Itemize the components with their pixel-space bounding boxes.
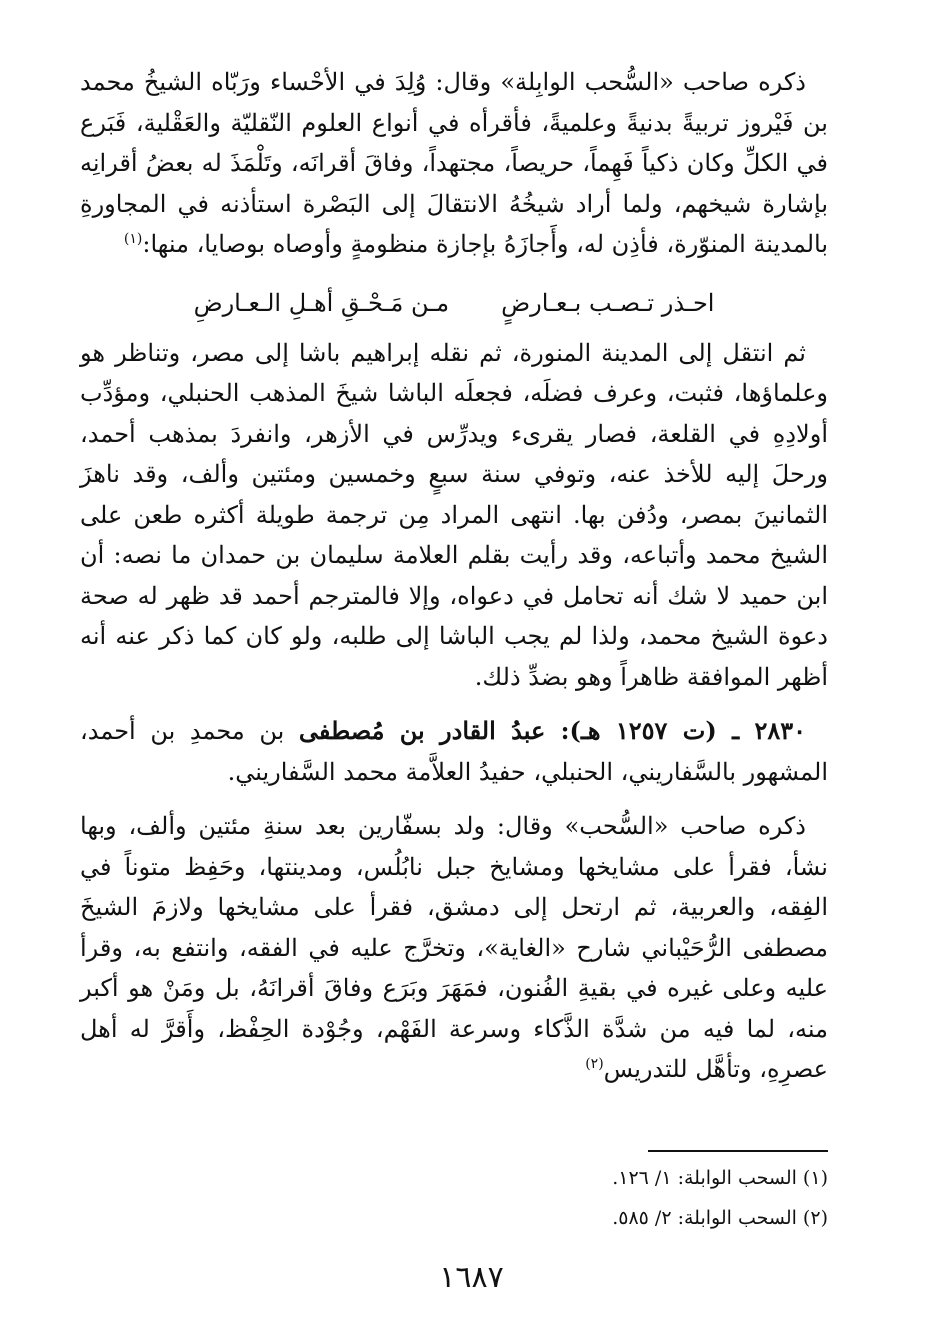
verse-second-hemistich: مـن مَـحْـقِ أهـلِ الـعـارضِ — [193, 288, 450, 317]
paragraph-3 — [80, 806, 828, 1090]
footnote-2: (٢) السحب الوابلة: ٢/ ٥٨٥. — [612, 1207, 828, 1229]
page-number: ١٦٨٧ — [439, 1260, 504, 1295]
paragraph-1 — [80, 62, 828, 265]
footnote-ref-1: (١) — [123, 231, 143, 247]
page-body — [80, 62, 828, 1090]
paragraph-2: ثم انتقل إلى المدينة المنورة، ثم نقله إبراهيم باشا إلى مصر، وتناظر هو وعلماؤها، فثبت، وعرف فضلَه، فجعلَه الباشا شيخَ المذهب الحنبلي، ومؤدِّب أولادِهِ في القلعة، فصار يقرىء ويدرِّس في الأزهر، وانفردَ بمذهب أحمد، ورحلَ إليه للأخذ عنه، وتوفي سنة سبعٍ وخمسين ومئتين وألف، وقد ناهزَ الثمانينَ بمصر، ودُفن بها. انتهى المراد مِن ترجمة طويلة أكثره طعن على الشيخ محمد وأتباعه، وقد رأيت بقلم العلامة سليمان بن حمدان ما نصه: أن ابن حميد لا شك أنه تحامل في دعواه، وإلا فالمترجم أحمد قد ظهر له صحة دعوة الشيخ محمد، ولذا لم يجب الباشا إلى طلبه، ولو كان كما ذكر عنه أنه أظهر الموافقة ظاهراً وهو بضدِّ ذلك. — [80, 338, 828, 691]
entry-description: بن محمدِ بن أحمد، المشهور بالسَّفاريني، الحنبلي، حفيدُ العلاَّمة محمد السَّفاريني. — [80, 717, 828, 786]
entry-2830 — [80, 711, 828, 792]
poem-verse — [80, 283, 828, 323]
footnote-1: (١) السحب الوابلة: ١/ ١٢٦. — [612, 1167, 828, 1189]
footnote-ref-2: (٢) — [585, 1056, 604, 1072]
paragraph-1-text: ذكره صاحب «السُّحب الوابِلة» وقال: وُلِدَ في الأحْساء ورَبّاه الشيخُ محمد بن فَيْروز تربيةً بدنيةً وعلميةً، فأقرأه في أنواع العلوم النّقليّة والعَقْلية، فَبَرع في الكلِّ وكان ذكياً فَهِماً، حريصاً، مجتهداً، وفاقَ أقرانَه، وتَلْمَذَ له بعضُ أقرانِه بإشارة شيخهم، ولما أراد شيخُهُ الانتقالَ إلى البَصْرة استأذنه في المجاورةِ بالمدينة المنوّرة، فأذِن له، وأَجازَهُ بإجازة منظومةٍ وأوصاه بوصايا، منها: — [80, 68, 828, 258]
footnote-separator — [648, 1150, 828, 1152]
footnotes — [328, 1158, 828, 1238]
entry-heading: ٢٨٣٠ ـ (ت ١٢٥٧ هـ): عبدُ القادر بن مُصطفى — [298, 716, 807, 745]
verse-first-hemistich: احـذر تـصـب بـعـارضٍ — [501, 288, 715, 317]
paragraph-3-text: ذكره صاحب «السُّحب» وقال: ولد بسفّارين بعد سنةِ مئتين وألف، وبها نشأ، فقرأ على مشايخها ومشايخ جبل نابُلُس، ومدينتها، وحَفِظ متوناً في الفِقه، والعربية، ثم ارتحل إلى دمشق، فقرأ على مشايخها ولازمَ الشيخَ مصطفى الرُّحَيْباني شارح «الغاية»، وتخرَّج عليه في الفقه، وانتفع به، وقرأ عليه وعلى غيره في بقيةِ الفُنون، فمَهَرَ وبَرَع وفاقَ أقرانَهُ، بل ومَنْ هو أكبر منه، لما فيه من شدَّة الذَّكاء وسرعة الفَهْم، وجُوْدة الحِفْظ، وأَقرَّ له أهل عصرِهِ، وتأهَّل للتدريس — [80, 812, 828, 1083]
